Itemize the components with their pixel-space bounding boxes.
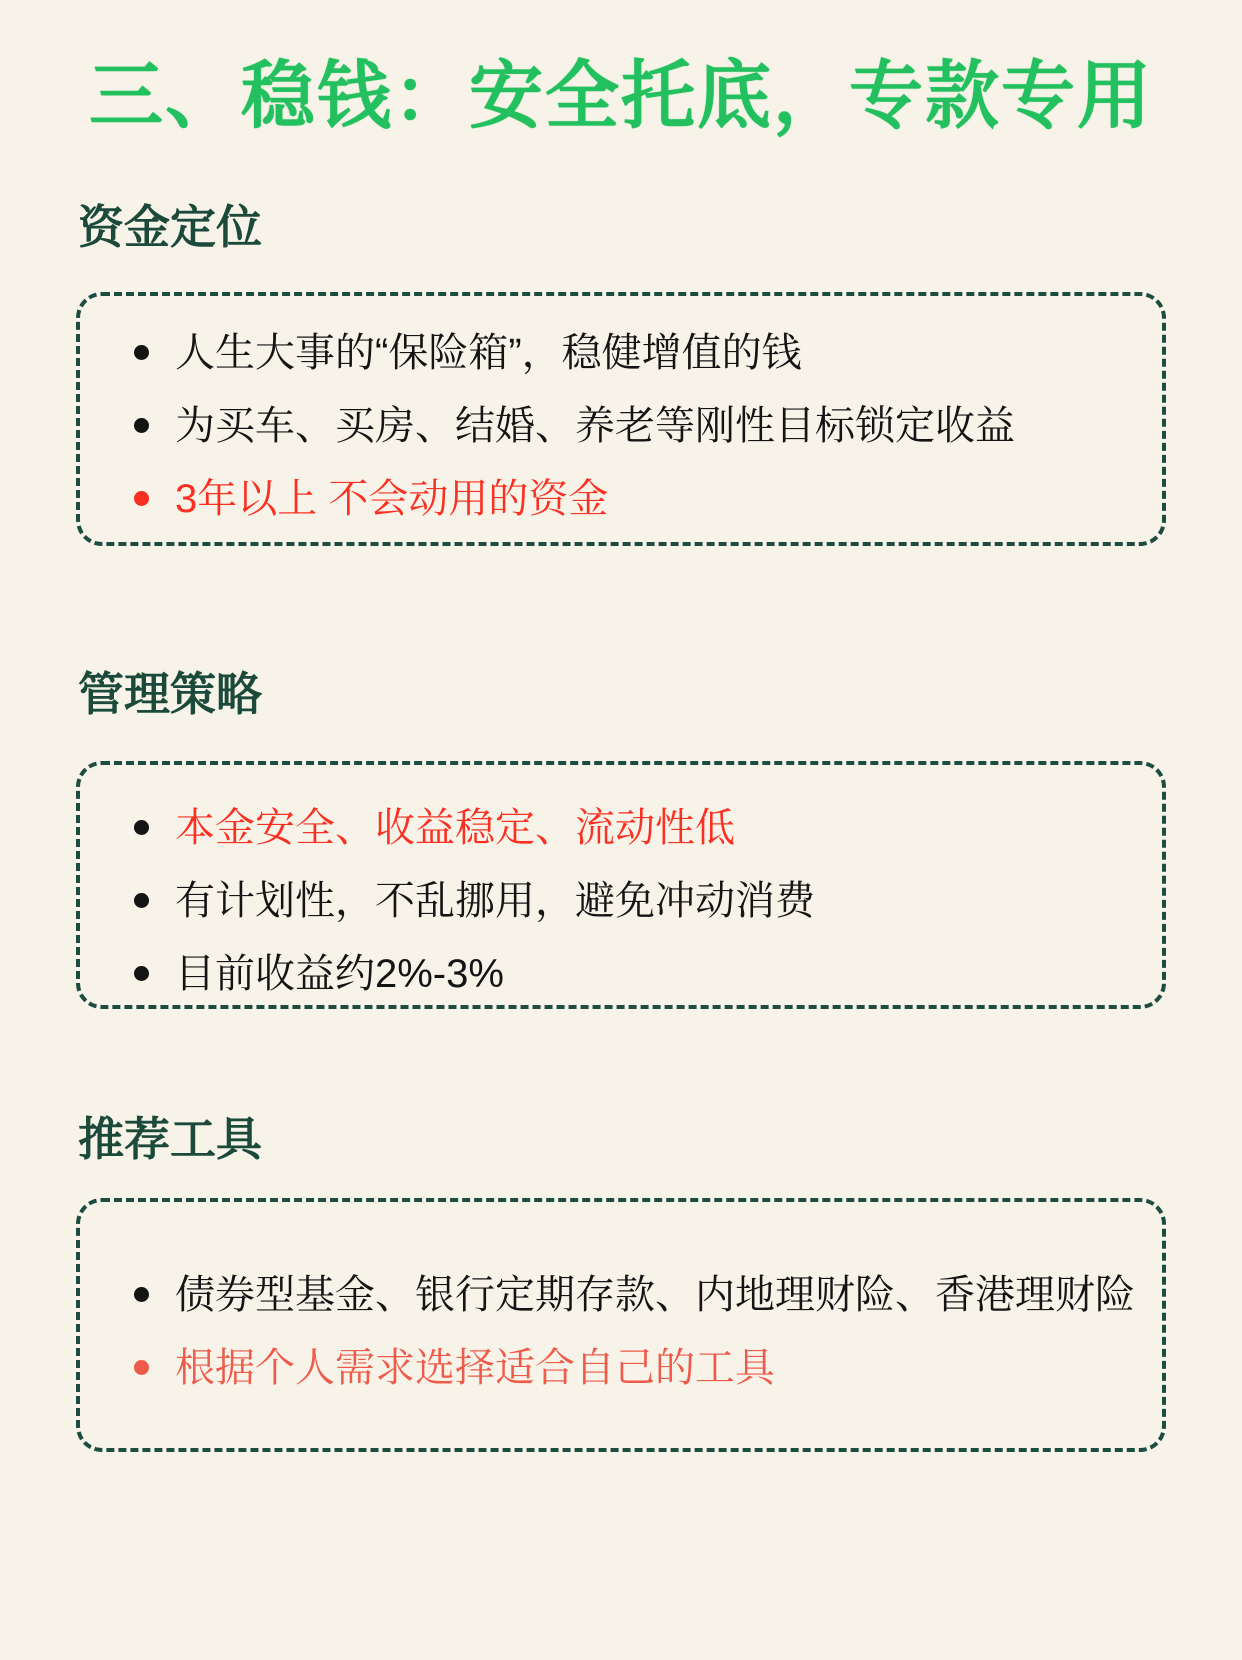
bullet-list — [134, 791, 1126, 1010]
bullet-dot-icon — [134, 893, 149, 908]
list-item — [134, 1331, 1126, 1404]
list-item — [134, 937, 1126, 1010]
list-item-text: 人生大事的“保险箱”，稳健增值的钱 — [175, 330, 802, 375]
bullet-dot-icon — [134, 820, 149, 835]
bullet-dot-icon — [134, 418, 149, 433]
section-heading-management-strategy: 管理策略 — [78, 668, 262, 720]
section-box-management-strategy — [76, 761, 1166, 1009]
bullet-dot-icon — [134, 1287, 149, 1302]
section-heading-recommended-tools: 推荐工具 — [78, 1113, 262, 1165]
list-item-text: 有计划性，不乱挪用，避免冲动消费 — [175, 878, 815, 923]
list-item-text: 为买车、买房、结婚、养老等刚性目标锁定收益 — [175, 403, 1015, 448]
list-item-text: 根据个人需求选择适合自己的工具 — [175, 1345, 775, 1390]
list-item-text: 3年以上 不会动用的资金 — [175, 476, 609, 521]
list-item — [134, 864, 1126, 937]
list-item — [134, 791, 1126, 864]
bullet-list — [134, 1258, 1135, 1404]
list-item — [134, 389, 1126, 462]
section-box-recommended-tools — [76, 1198, 1166, 1452]
bullet-list — [134, 316, 1126, 535]
list-item — [134, 1258, 1135, 1331]
bullet-dot-icon — [134, 491, 149, 506]
list-item-text: 债券型基金、银行定期存款、内地理财险、香港理财险 — [175, 1272, 1135, 1317]
bullet-dot-icon — [134, 1360, 149, 1375]
list-item-text: 目前收益约2%-3% — [175, 951, 504, 996]
list-item-text: 本金安全、收益稳定、流动性低 — [175, 805, 735, 850]
section-heading-fund-positioning: 资金定位 — [78, 201, 262, 253]
section-box-fund-positioning — [76, 292, 1166, 546]
bullet-dot-icon — [134, 966, 149, 981]
page-title: 三、稳钱：安全托底，专款专用 — [89, 54, 1153, 137]
list-item — [134, 316, 1126, 389]
bullet-dot-icon — [134, 345, 149, 360]
list-item — [134, 462, 1126, 535]
